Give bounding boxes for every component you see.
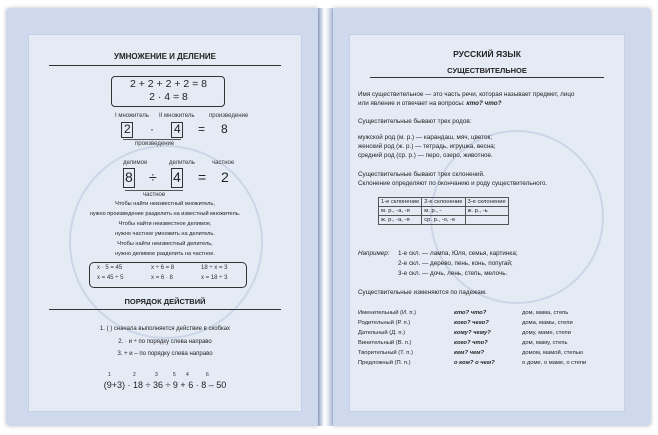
table-cell: м. р., - — [422, 207, 465, 216]
example-equation: 18 ÷ x = 3 — [201, 265, 228, 271]
table-cell — [465, 216, 508, 225]
step-number: 6 — [206, 372, 209, 378]
declension-title: Существительные бывают трех склонений. — [358, 171, 485, 178]
order-title-underline — [49, 309, 281, 310]
gender-line: мужской род (м. р.) — карандаш, мяч, цветок; — [358, 134, 493, 141]
dividend: 8 — [125, 169, 133, 185]
example-equation: x ÷ 6 = 8 — [151, 265, 175, 271]
order-rule: 3. + и – по порядку слева направо — [117, 351, 213, 357]
table-row — [379, 207, 509, 216]
case-question: кто? что? — [454, 310, 487, 316]
example-solution: x = 45 ÷ 5 — [97, 275, 124, 281]
topic-subtitle: СУЩЕСТВИТЕЛЬНОЕ — [447, 66, 527, 75]
case-example: дом, мама, степь — [522, 310, 569, 316]
label-first-factor: I множитель — [115, 113, 149, 119]
order-expression: (9+3) · 18 ÷ 36 ÷ 9 + 6 · 8 – 50 — [103, 380, 227, 390]
case-name: Именительный (И. п.) — [358, 310, 417, 316]
label-second-factor: II множитель — [159, 113, 195, 119]
step-number: 5 — [173, 372, 176, 378]
title-underline — [49, 65, 281, 66]
case-example: дома, мамы, степи — [522, 320, 573, 326]
label-dividend: делимое — [123, 160, 148, 166]
rule-line: Чтобы найти неизвестный множитель, — [115, 201, 215, 207]
factor2: 4 — [174, 122, 181, 136]
case-example: о доме, о маме, о степи — [522, 360, 587, 366]
case-name: Творительный (Т. п.) — [358, 350, 413, 356]
table-row — [379, 198, 509, 207]
step-number: 2 — [133, 372, 136, 378]
case-question: о ком? о чем? — [454, 360, 495, 366]
addition-line: 2 + 2 + 2 + 2 = 8 — [129, 78, 208, 90]
case-example: домом, мамой, степью — [522, 350, 584, 356]
case-question: кого? что? — [454, 340, 488, 346]
case-name: Предложный (П. п.) — [358, 360, 411, 366]
step-number: 1 — [108, 372, 111, 378]
rule-line: Чтобы найти неизвестное делимое, — [118, 221, 212, 227]
subject-title: РУССКИЙ ЯЗЫК — [453, 49, 521, 59]
case-question: кому? чему? — [454, 330, 491, 336]
case-question: кем? чем? — [454, 350, 485, 356]
table-header-cell: 3-е склонение — [465, 198, 508, 207]
mult-dot: · — [150, 122, 154, 136]
divisor: 4 — [173, 169, 181, 185]
div-sign: ÷ — [149, 169, 157, 185]
quotient-value: 2 — [221, 169, 229, 185]
intro-line — [358, 100, 501, 107]
order-rule: 1. ( ) сначала выполняется действие в скобках — [99, 326, 231, 332]
section-title: УМНОЖЕНИЕ И ДЕЛЕНИЕ — [113, 52, 216, 61]
subtitle-underline — [370, 77, 604, 78]
quotient-label: частное — [143, 192, 166, 198]
order-rule: 2. · и ÷ по порядку слева направо — [118, 339, 212, 345]
quotient-bracket — [125, 190, 183, 191]
table-row — [379, 216, 509, 225]
step-number: 3 — [155, 372, 158, 378]
rule-line: Чтобы найти неизвестный делитель, — [117, 241, 213, 247]
case-name: Винительный (В. п.) — [358, 340, 412, 346]
product-bracket — [123, 139, 181, 140]
right-page — [333, 8, 651, 426]
example-equation: x · 5 = 45 — [97, 265, 123, 271]
case-name: Дательный (Д. п.) — [358, 330, 406, 336]
rule-line: нужно произведение разделить на известный множитель. — [89, 211, 241, 217]
div-equals: = — [198, 169, 207, 185]
case-example: дому, маме, степи — [522, 330, 571, 336]
declension-example: 3-е скл. — дочь, лень, степь, мелочь. — [398, 270, 508, 277]
step-number: 4 — [186, 372, 189, 378]
case-question: кого? чего? — [454, 320, 489, 326]
rule-line: нужно частное умножить на делитель. — [115, 231, 215, 237]
table-header-cell: 2-е склонение — [422, 198, 465, 207]
table-header-cell: 1-е склонение — [379, 198, 422, 207]
right-content-sheet — [349, 34, 625, 412]
genders-title: Существительные бывают трех родов: — [358, 118, 472, 125]
gender-line: женский род (ж. р.) — тетрадь, игрушка, весна; — [358, 143, 496, 150]
order-title: ПОРЯДОК ДЕЙСТВИЙ — [124, 297, 206, 306]
example-solution: x = 6 · 8 — [151, 275, 173, 281]
factor1: 2 — [124, 122, 131, 136]
table-cell: ср. р., -о, -е — [422, 216, 465, 225]
left-content-sheet — [28, 34, 302, 412]
intro-line: Имя существительное — это часть речи, которая называет предмет, лицо — [358, 91, 575, 98]
declension-description: Склонение определяют по окончанию и роду существительного. — [358, 180, 548, 187]
product-value: 8 — [221, 122, 228, 136]
multiplication-line: 2 · 4 = 8 — [149, 91, 188, 103]
declension-example: 1-е скл. — лампа, Юля, семья, картинка; — [398, 250, 518, 257]
intro-text: или явление и отвечает на вопросы: — [358, 100, 465, 107]
rule-line: нужно делимое разделить на частное. — [115, 251, 215, 257]
cases-title: Существительные изменяются по падежам. — [358, 289, 487, 296]
label-divisor: делитель — [169, 160, 195, 166]
table-cell: ж. р., -а, -я — [379, 216, 422, 225]
mult-equals: = — [198, 122, 206, 136]
declension-table — [378, 197, 509, 225]
left-page — [6, 8, 318, 426]
declension-example: 2-е скл. — дерево, пень, конь, попугай; — [398, 260, 513, 267]
case-name: Родительный (Р. п.) — [358, 320, 411, 326]
table-cell: ж. р., -ь — [465, 207, 508, 216]
example-solution: x = 18 ÷ 3 — [201, 275, 228, 281]
product-label: произведение — [135, 141, 175, 147]
label-quotient: частное — [212, 160, 235, 166]
table-cell: м. р., -а, -я — [379, 207, 422, 216]
example-label: Например: — [358, 250, 390, 257]
book-spine — [318, 8, 333, 426]
case-example: дом, маму, степь — [522, 340, 568, 346]
gender-line: средний род (ср. р.) — перо, озеро, животное. — [358, 152, 493, 159]
label-product: произведение — [209, 113, 249, 119]
intro-question: кто? что? — [466, 100, 502, 107]
